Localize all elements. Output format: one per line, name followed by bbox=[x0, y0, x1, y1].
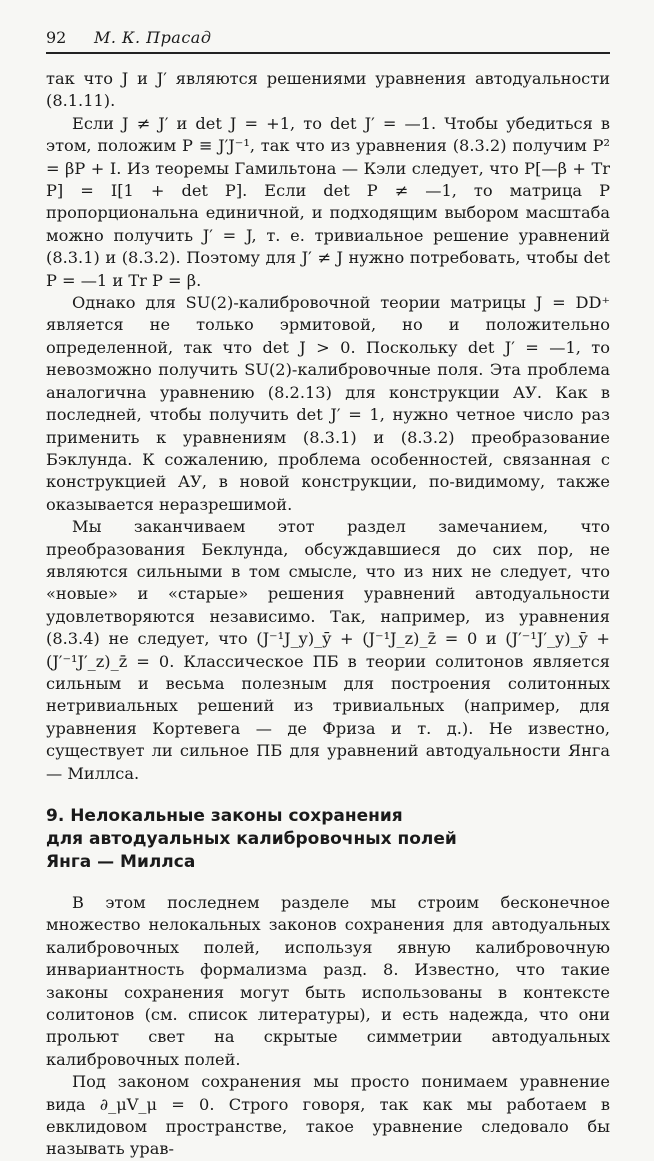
paragraph-backlund-remark: Мы заканчиваем этот раздел замечанием, что преобразования Беклунда, обсуждавшиеся до сих пор, не являются сильными в том смысле, что из них не следует, что «новые» и «старые» решения уравнений автодуальности удовлетворяются независимо. Так, например, из уравнения (8.3.4) не следует, что (J⁻¹J_y)_ȳ + (J⁻¹J_z)_z̄ = 0 и (J′⁻¹J′_y)_ȳ + (J′⁻¹J′_z)_z̄ = 0. Классическое ПБ в теории солитонов является сильным и весьма полезным для построения солитонных нетривиальных решений из тривиальных (например, для уравнения Кортевега — де Фриза и т. д.). Не известно, существует ли сильное ПБ для уравнений автодуальности Янга — Миллса. bbox=[46, 517, 610, 783]
section-heading-line: 9. Нелокальные законы сохранения bbox=[46, 806, 403, 826]
page-header bbox=[46, 26, 610, 54]
section-paragraph-definition: Под законом сохранения мы просто понимаем уравнение вида ∂_μV_μ = 0. Строго говоря, так как мы работаем в евклидовом пространстве, такое уравнение следовало бы называть урав- bbox=[46, 1072, 610, 1159]
section-heading bbox=[46, 805, 610, 874]
section-heading-line: для автодуальных калибровочных полей bbox=[46, 829, 457, 849]
page-number: 92 bbox=[46, 28, 67, 47]
paragraph-su2: Однако для SU(2)-калибровочной теории матрицы J = DD⁺ является не только эрмитовой, но и положительно определенной, так что det J > 0. Поскольку det J′ = —1, то невозможно получить SU(2)-калибровочные поля. Эта проблема аналогична уравнению (8.2.13) для конструкции АУ. Как в последней, чтобы получить det J′ = 1, нужно четное число раз применить к уравнениям (8.3.1) и (8.3.2) преобразование Бэклунда. К сожалению, проблема особенностей, связанная с конструкцией АУ, в новой конструкции, по-видимому, также оказывается неразрешимой. bbox=[46, 293, 610, 514]
section-paragraph-intro: В этом последнем разделе мы строим бесконечное множество нелокальных законов сохранения для автодуальных калибровочных полей, используя явную калибровочную инвариантность формализма разд. 8. Известно, что такие законы сохранения могут быть использованы в контексте солитонов (см. список литературы), и есть надежда, что они прольют свет на скрытые симметрии автодуальных калибровочных полей. bbox=[46, 893, 610, 1069]
paragraph-continuation: так что J и J′ являются решениями уравнения автодуальности (8.1.11). bbox=[46, 69, 610, 111]
section-heading-line: Янга — Миллса bbox=[46, 852, 196, 872]
page-body bbox=[46, 68, 610, 1161]
running-title: М. К. Прасад bbox=[94, 28, 212, 47]
paragraph-det-condition: Если J ≠ J′ и det J = +1, то det J′ = —1. Чтобы убедиться в этом, положим P ≡ J′J⁻¹, так что из уравнения (8.3.2) получим P² = βP + I. Из теоремы Гамильтона — Кэли следует, что P[—β + Tr P] = I[1 + det P]. Если det P ≠ —1, то матрица P пропорциональна единичной, и подходящим выбором масштаба можно получить J′ = J, т. е. тривиальное решение уравнений (8.3.1) и (8.3.2). Поэтому для J′ ≠ J нужно потребовать, чтобы det P = —1 и Tr P = β. bbox=[46, 113, 610, 290]
